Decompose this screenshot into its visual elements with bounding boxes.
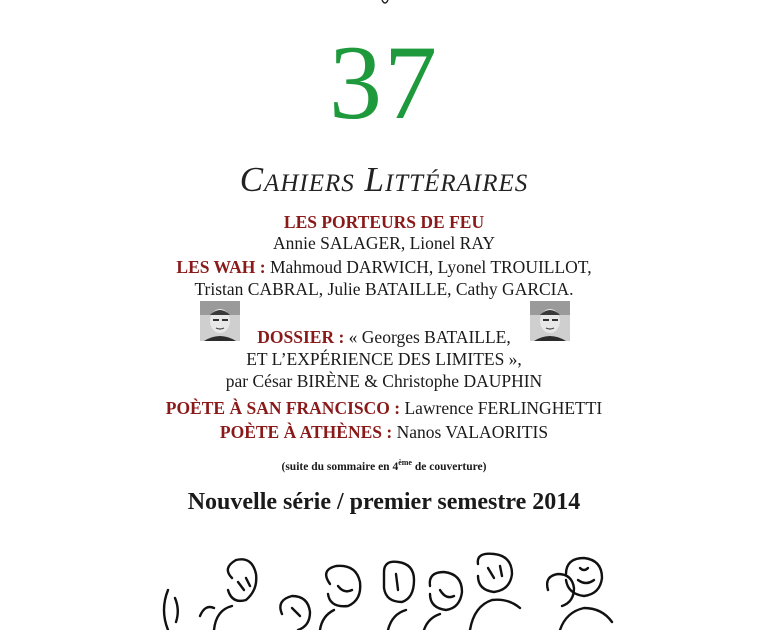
wah-names-2: Tristan CABRAL, Julie BATAILLE, Cathy GARCIA. [194, 279, 574, 299]
dossier-title-1: « Georges BATAILLE, [348, 327, 511, 347]
dossier-title-2: ET L’EXPÉRIENCE DES LIMITES », [246, 349, 522, 369]
dossier-line [0, 326, 768, 348]
porteurs-heading-text: LES PORTEURS DE FEU [283, 212, 485, 232]
san-francisco-heading: POÈTE À SAN FRANCISCO : [165, 398, 401, 418]
wah-line [0, 256, 768, 278]
suite-note-before: (suite du sommaire en 4 [281, 460, 399, 473]
series-line: Nouvelle série / premier semestre 2014 [187, 489, 581, 515]
porteurs-names: Annie SALAGER, Lionel RAY [273, 233, 495, 253]
san-francisco-line [0, 397, 768, 419]
faces-line-drawing [0, 550, 768, 630]
athenes-heading: POÈTE À ATHÈNES : [219, 422, 393, 442]
san-francisco-name: Lawrence FERLINGHETTI [404, 398, 603, 418]
top-edge-mark [380, 0, 390, 6]
wah-names-1: Mahmoud DARWICH, Lyonel TROUILLOT, [269, 257, 592, 277]
suite-note-sup: ème [398, 458, 412, 467]
issue-number: 37 [329, 24, 439, 141]
suite-note-after: de couverture) [411, 460, 487, 473]
athenes-name: Nanos VALAORITIS [396, 422, 549, 442]
dossier-authors: par César BIRÈNE & Christophe DAUPHIN [225, 371, 543, 391]
wah-heading: LES WAH : [176, 257, 266, 277]
suite-note [0, 455, 768, 475]
athenes-line [0, 421, 768, 443]
porteurs-heading [0, 211, 768, 233]
dossier-heading: DOSSIER : [257, 327, 345, 347]
magazine-title: Cahiers Littéraires [239, 160, 529, 199]
